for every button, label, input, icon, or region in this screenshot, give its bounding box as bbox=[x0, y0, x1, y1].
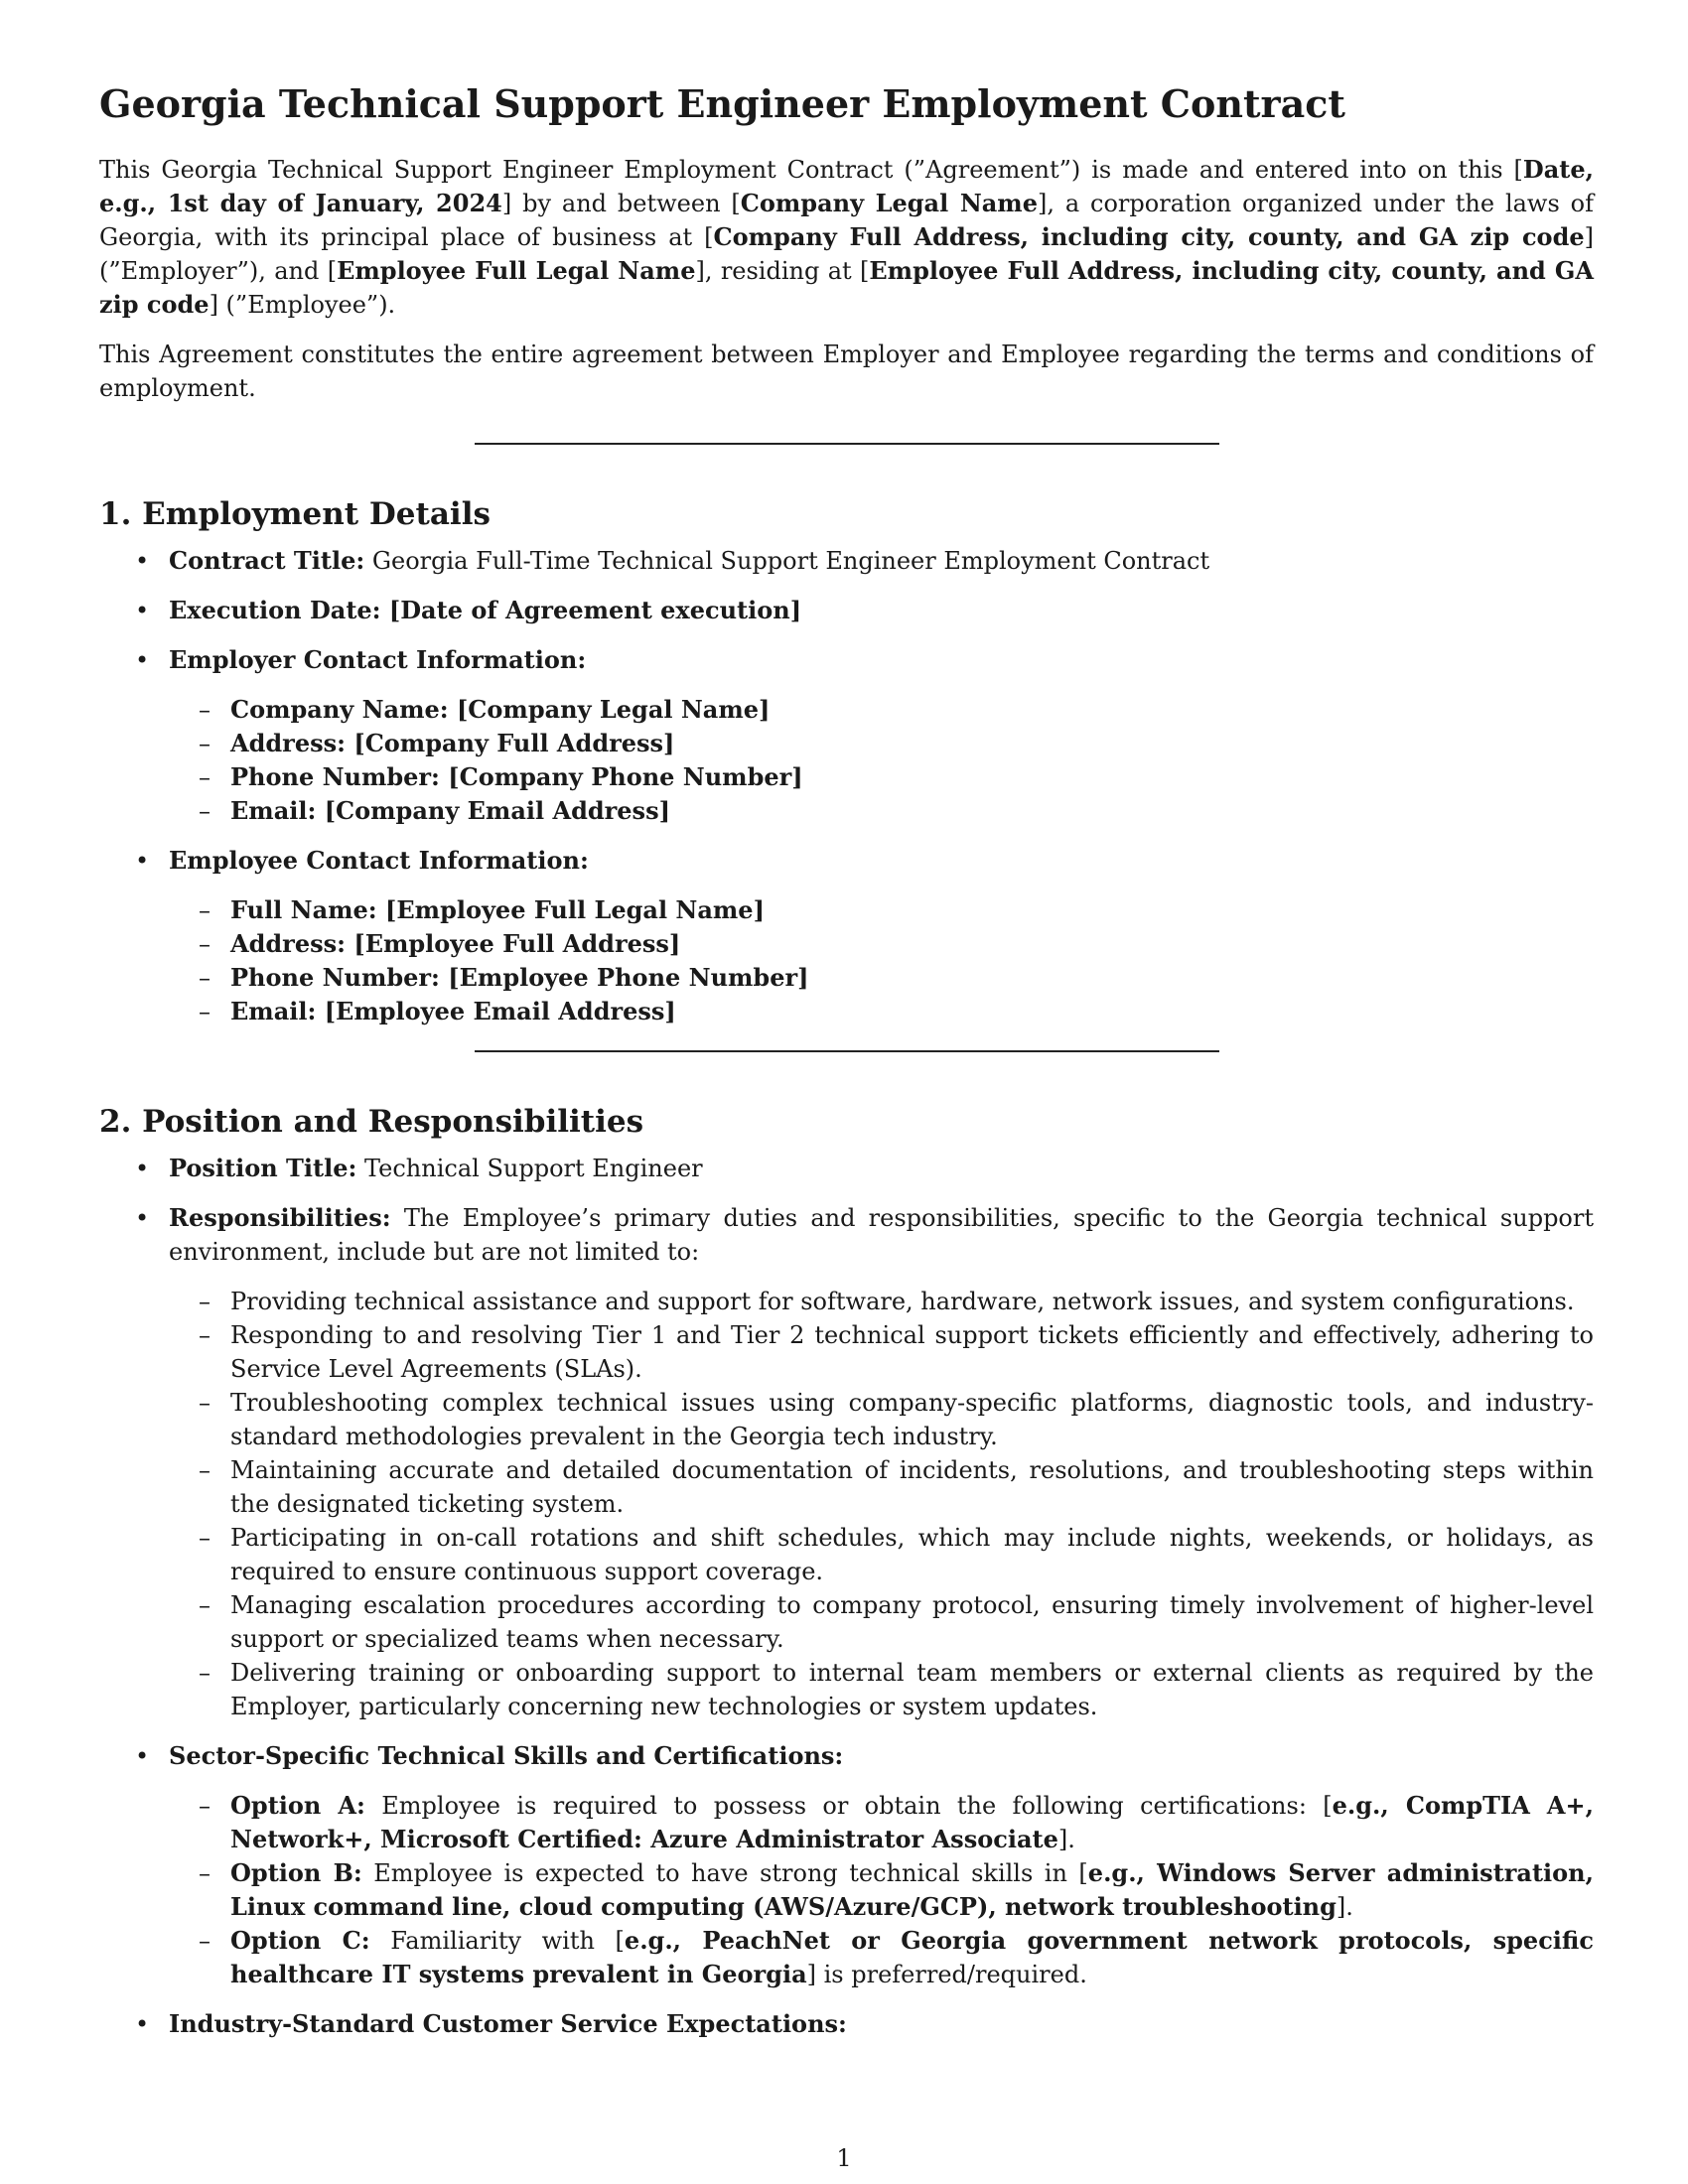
skills-label: Sector-Specific Technical Skills and Certifications: bbox=[169, 1741, 844, 1771]
company-name-placeholder: Company Legal Name bbox=[740, 188, 1038, 217]
option-c-end: ] is preferred/required. bbox=[806, 1961, 1087, 1989]
list-item bbox=[99, 1152, 1594, 1185]
employer-company-name: Company Name: [Company Legal Name] bbox=[230, 694, 771, 724]
list-item bbox=[99, 544, 1594, 578]
list-item bbox=[99, 1201, 1594, 1723]
section-divider bbox=[475, 1050, 1219, 1052]
responsibilities-intro: The Employee’s primary duties and responsibilities, specific to the Georgia technical support environment, include but are not limited to: bbox=[169, 1204, 1594, 1267]
intro-text: This Georgia Technical Support Engineer Employment Contract (”Agreement”) is made and entered into on this [ bbox=[99, 155, 1523, 184]
employee-contact-list bbox=[169, 893, 1594, 1028]
employee-name-placeholder: Employee Full Legal Name bbox=[337, 255, 696, 285]
page-number: 1 bbox=[836, 2144, 852, 2172]
list-item bbox=[99, 2007, 1594, 2041]
list-item bbox=[169, 995, 1594, 1028]
list-item bbox=[99, 1739, 1594, 1991]
entire-agreement-paragraph: This Agreement constitutes the entire agreement between Employer and Employee regarding the terms and conditions of employment. bbox=[99, 340, 1594, 402]
employee-contact-label: Employee Contact Information: bbox=[169, 845, 589, 875]
section-2-heading: 2. Position and Responsibilities bbox=[99, 1103, 644, 1140]
company-address-placeholder: Company Full Address, including city, county, and GA zip code bbox=[713, 221, 1585, 251]
option-b-label: Option B: bbox=[230, 1858, 362, 1888]
contract-title-value: Georgia Full-Time Technical Support Engineer Employment Contract bbox=[371, 546, 1210, 575]
responsibilities-label: Responsibilities: bbox=[169, 1203, 391, 1233]
list-item: – Providing technical assistance and support for software, hardware, network issues, and system configurations. bbox=[169, 1285, 1594, 1318]
list-item: – Troubleshooting complex technical issues using company-specific platforms, diagnostic tools, and industry-standard methodologies prevalent in the Georgia tech industry. bbox=[169, 1386, 1594, 1453]
position-title-label: Position Title: bbox=[169, 1154, 357, 1183]
employer-contact-label: Employer Contact Information: bbox=[169, 644, 587, 674]
list-item bbox=[169, 727, 1594, 760]
intro-text: ], a corporation organized under the laws of Georgia, with its principal place of business at [ bbox=[99, 189, 1594, 251]
position-title-value: Technical Support Engineer bbox=[364, 1155, 703, 1183]
employer-address: Address: [Company Full Address] bbox=[230, 728, 675, 757]
list-item: – Delivering training or onboarding support to internal team members or external clients as required by the Employer, particularly concerning new technologies or system updates. bbox=[169, 1656, 1594, 1723]
list-item: – Maintaining accurate and detailed documentation of incidents, resolutions, and troubleshooting steps within the designated ticketing system. bbox=[169, 1453, 1594, 1521]
option-a-text: Employee is required to possess or obtain the following certifications: [ bbox=[381, 1792, 1333, 1821]
contract-title-label: Contract Title: bbox=[169, 545, 365, 575]
option-a bbox=[169, 1789, 1594, 1856]
option-b-placeholder: e.g., Windows Server administration, Linux command line, cloud computing (AWS/Azure/GCP), network troubleshooting bbox=[230, 1858, 1594, 1922]
list-item: – Participating in on-call rotations and shift schedules, which may include nights, weekends, or holidays, as required to ensure continuous support coverage. bbox=[169, 1521, 1594, 1588]
list-item: – Managing escalation procedures according to company protocol, ensuring timely involvement of higher-level support or specialized teams when necessary. bbox=[169, 1588, 1594, 1656]
list-item bbox=[169, 927, 1594, 961]
customer-service-label: Industry-Standard Customer Service Expectations: bbox=[169, 2009, 847, 2039]
section-1-heading: 1. Employment Details bbox=[99, 495, 491, 532]
skills-options-list bbox=[169, 1789, 1594, 1991]
list-item bbox=[169, 760, 1594, 794]
option-c-label: Option C: bbox=[230, 1926, 370, 1956]
document-page bbox=[99, 81, 1594, 2057]
option-b-end: ]. bbox=[1336, 1893, 1353, 1922]
list-item bbox=[169, 893, 1594, 927]
section-divider bbox=[475, 443, 1219, 445]
execution-date: Execution Date: [Date of Agreement execution] bbox=[169, 595, 802, 624]
document-title: Georgia Technical Support Engineer Employment Contract bbox=[99, 81, 1345, 126]
employee-full-name: Full Name: [Employee Full Legal Name] bbox=[230, 894, 765, 924]
employee-address-placeholder: Employee Full Address, including city, county, and GA zip code bbox=[99, 255, 1594, 319]
employee-phone: Phone Number: [Employee Phone Number] bbox=[230, 962, 809, 992]
intro-text: ] (”Employee”). bbox=[209, 290, 396, 319]
option-a-label: Option A: bbox=[230, 1791, 365, 1821]
list-item bbox=[169, 693, 1594, 727]
employee-email: Email: [Employee Email Address] bbox=[230, 996, 676, 1025]
list-item bbox=[169, 961, 1594, 995]
position-list bbox=[99, 1152, 1594, 2041]
list-item bbox=[99, 844, 1594, 1028]
option-c bbox=[169, 1924, 1594, 1991]
option-a-end: ]. bbox=[1057, 1826, 1075, 1854]
option-c-placeholder: e.g., PeachNet or Georgia government network protocols, specific healthcare IT systems prevalent in Georgia bbox=[230, 1926, 1594, 1989]
list-item bbox=[99, 594, 1594, 627]
intro-paragraph bbox=[99, 153, 1594, 322]
option-c-text: Familiarity with [ bbox=[390, 1927, 625, 1956]
option-b-text: Employee is expected to have strong technical skills in [ bbox=[373, 1859, 1088, 1888]
intro-text: ], residing at [ bbox=[695, 256, 870, 285]
employer-email: Email: [Company Email Address] bbox=[230, 795, 670, 825]
intro-text: ] by and between [ bbox=[501, 189, 741, 217]
option-b bbox=[169, 1856, 1594, 1924]
list-item bbox=[169, 794, 1594, 828]
employer-phone: Phone Number: [Company Phone Number] bbox=[230, 761, 803, 791]
list-item: – Responding to and resolving Tier 1 and Tier 2 technical support tickets efficiently and effectively, adhering to Service Level Agreements (SLAs). bbox=[169, 1318, 1594, 1386]
list-item bbox=[99, 643, 1594, 828]
employee-address: Address: [Employee Full Address] bbox=[230, 928, 681, 958]
responsibilities-list bbox=[169, 1285, 1594, 1723]
employer-contact-list bbox=[169, 693, 1594, 828]
option-a-placeholder: e.g., CompTIA A+, Network+, Microsoft Certified: Azure Administrator Associate bbox=[230, 1791, 1594, 1854]
date-placeholder: Date, e.g., 1st day of January, 2024 bbox=[99, 154, 1594, 217]
employment-details-list bbox=[99, 544, 1594, 1028]
intro-text: ] (”Employer”), and [ bbox=[99, 222, 1594, 285]
